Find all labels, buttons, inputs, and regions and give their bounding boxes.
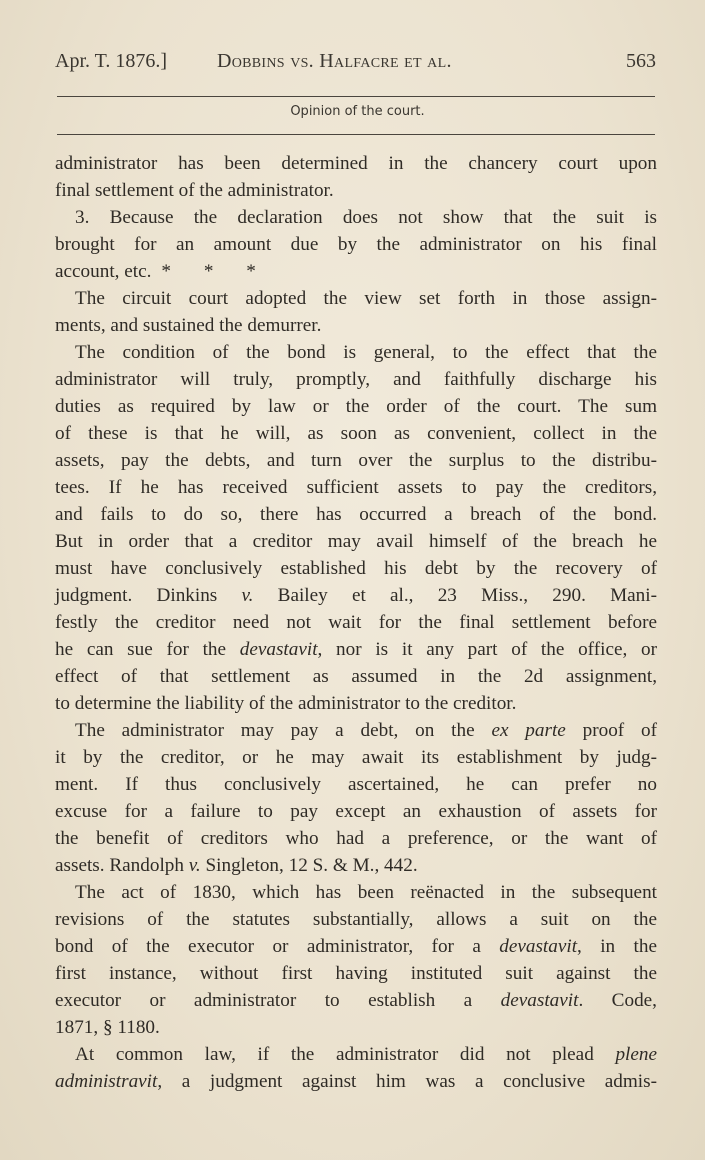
text-line	[55, 393, 657, 420]
line-text: first instance, without first having instituted suit against the	[55, 963, 657, 984]
line-text: At common law, if the administrator did not plead	[75, 1044, 616, 1065]
italic-term: v.	[188, 855, 201, 876]
text-line	[55, 177, 657, 204]
text-line	[55, 204, 657, 231]
line-text: But in order that a creditor may avail himself of the breach he	[55, 531, 657, 552]
line-text: Singleton, 12 S. & M., 442.	[200, 855, 418, 876]
line-text: ment. If thus conclusively ascertained, he can prefer no	[55, 774, 657, 795]
line-text: . Code,	[578, 990, 657, 1011]
line-text: The administrator may pay a debt, on the	[75, 720, 492, 741]
text-line	[55, 366, 657, 393]
text-line	[55, 879, 657, 906]
text-line	[55, 771, 657, 798]
text-line	[55, 582, 657, 609]
text-line	[55, 1014, 657, 1041]
text-line	[55, 663, 657, 690]
running-head	[55, 50, 660, 80]
text-line	[55, 744, 657, 771]
opinion-text	[55, 150, 657, 1095]
line-text: the benefit of creditors who had a preference, or the want of	[55, 828, 657, 849]
italic-term: plene	[615, 1044, 657, 1065]
line-text: of these is that he will, as soon as convenient, collect in the	[55, 423, 657, 444]
line-text: to determine the liability of the administrator to the creditor.	[55, 693, 517, 714]
line-text: excuse for a failure to pay except an exhaustion of assets for	[55, 801, 657, 822]
line-text: administrator has been determined in the chancery court upon	[55, 153, 657, 174]
text-line	[55, 312, 657, 339]
text-line	[55, 528, 657, 555]
text-line	[55, 231, 657, 258]
line-text: proof of	[565, 720, 657, 741]
text-line	[55, 285, 657, 312]
text-line	[55, 258, 657, 285]
line-text: 3. Because the declaration does not show that the suit is	[75, 207, 657, 228]
header-rule-top	[57, 96, 655, 97]
text-line	[55, 1041, 657, 1068]
line-text: final settlement of the administrator.	[55, 180, 334, 201]
italic-term: devastavit	[239, 639, 318, 660]
term-date: Apr. T. 1876.]	[55, 50, 168, 72]
line-text: judgment. Dinkins	[55, 585, 242, 606]
text-line	[55, 987, 657, 1014]
line-text: The act of 1830, which has been reënacted in the subsequent	[75, 882, 657, 903]
section-heading: Opinion of the court.	[290, 104, 425, 119]
italic-term: devastavit	[500, 990, 579, 1011]
text-line	[55, 960, 657, 987]
text-line	[55, 1068, 657, 1095]
italic-term: administravit	[55, 1071, 158, 1092]
line-text: administrator will truly, promptly, and faithfully discharge his	[55, 369, 657, 390]
line-text: effect of that settlement as assumed in the 2d assignment,	[55, 666, 657, 687]
text-line	[55, 825, 657, 852]
text-line	[55, 852, 657, 879]
text-line	[55, 339, 657, 366]
line-text: assets, pay the debts, and turn over the surplus to the distribu-	[55, 450, 657, 471]
line-text: and fails to do so, there has occurred a breach of the bond.	[55, 504, 657, 525]
line-text: festly the creditor need not wait for the final settlement before	[55, 612, 657, 633]
line-text: ments, and sustained the demurrer.	[55, 315, 322, 336]
case-title: Dobbins vs. Halfacre et al.	[217, 50, 452, 72]
line-text: revisions of the statutes substantially, allows a suit on the	[55, 909, 657, 930]
line-text: bond of the executor or administrator, for a	[55, 936, 500, 957]
text-line	[55, 717, 657, 744]
text-line	[55, 609, 657, 636]
text-line	[55, 474, 657, 501]
line-text: , a judgment against him was a conclusive admis-	[157, 1071, 657, 1092]
line-text: account, etc.	[55, 261, 152, 282]
text-line	[55, 798, 657, 825]
text-line	[55, 150, 657, 177]
line-text: 1871, § 1180.	[55, 1017, 160, 1038]
line-text: duties as required by law or the order of the court. The sum	[55, 396, 657, 417]
line-text: Bailey et al., 23 Miss., 290. Mani-	[253, 585, 657, 606]
text-line	[55, 933, 657, 960]
line-text: , nor is it any part of the office, or	[317, 639, 657, 660]
line-text: it by the creditor, or he may await its establishment by judg-	[55, 747, 657, 768]
line-text: tees. If he has received sufficient assets to pay the creditors,	[55, 477, 657, 498]
text-line	[55, 420, 657, 447]
line-text: The condition of the bond is general, to the effect that the	[75, 342, 657, 363]
line-text: he can sue for the	[55, 639, 240, 660]
text-line	[55, 636, 657, 663]
text-line	[55, 906, 657, 933]
line-text: executor or administrator to establish a	[55, 990, 501, 1011]
ellipsis-stars: * * *	[161, 261, 270, 282]
header-rule-bottom	[57, 134, 655, 135]
line-text: assets. Randolph	[55, 855, 189, 876]
page-number: 563	[626, 50, 656, 72]
text-line	[55, 447, 657, 474]
text-line	[55, 690, 657, 717]
line-text: , in the	[577, 936, 657, 957]
text-line	[55, 555, 657, 582]
italic-term: ex parte	[491, 720, 566, 741]
line-text: The circuit court adopted the view set forth in those assign-	[75, 288, 657, 309]
italic-term: v.	[241, 585, 254, 606]
italic-term: devastavit	[499, 936, 578, 957]
line-text: must have conclusively established his debt by the recovery of	[55, 558, 657, 579]
line-text: brought for an amount due by the administrator on his final	[55, 234, 657, 255]
text-line	[55, 501, 657, 528]
